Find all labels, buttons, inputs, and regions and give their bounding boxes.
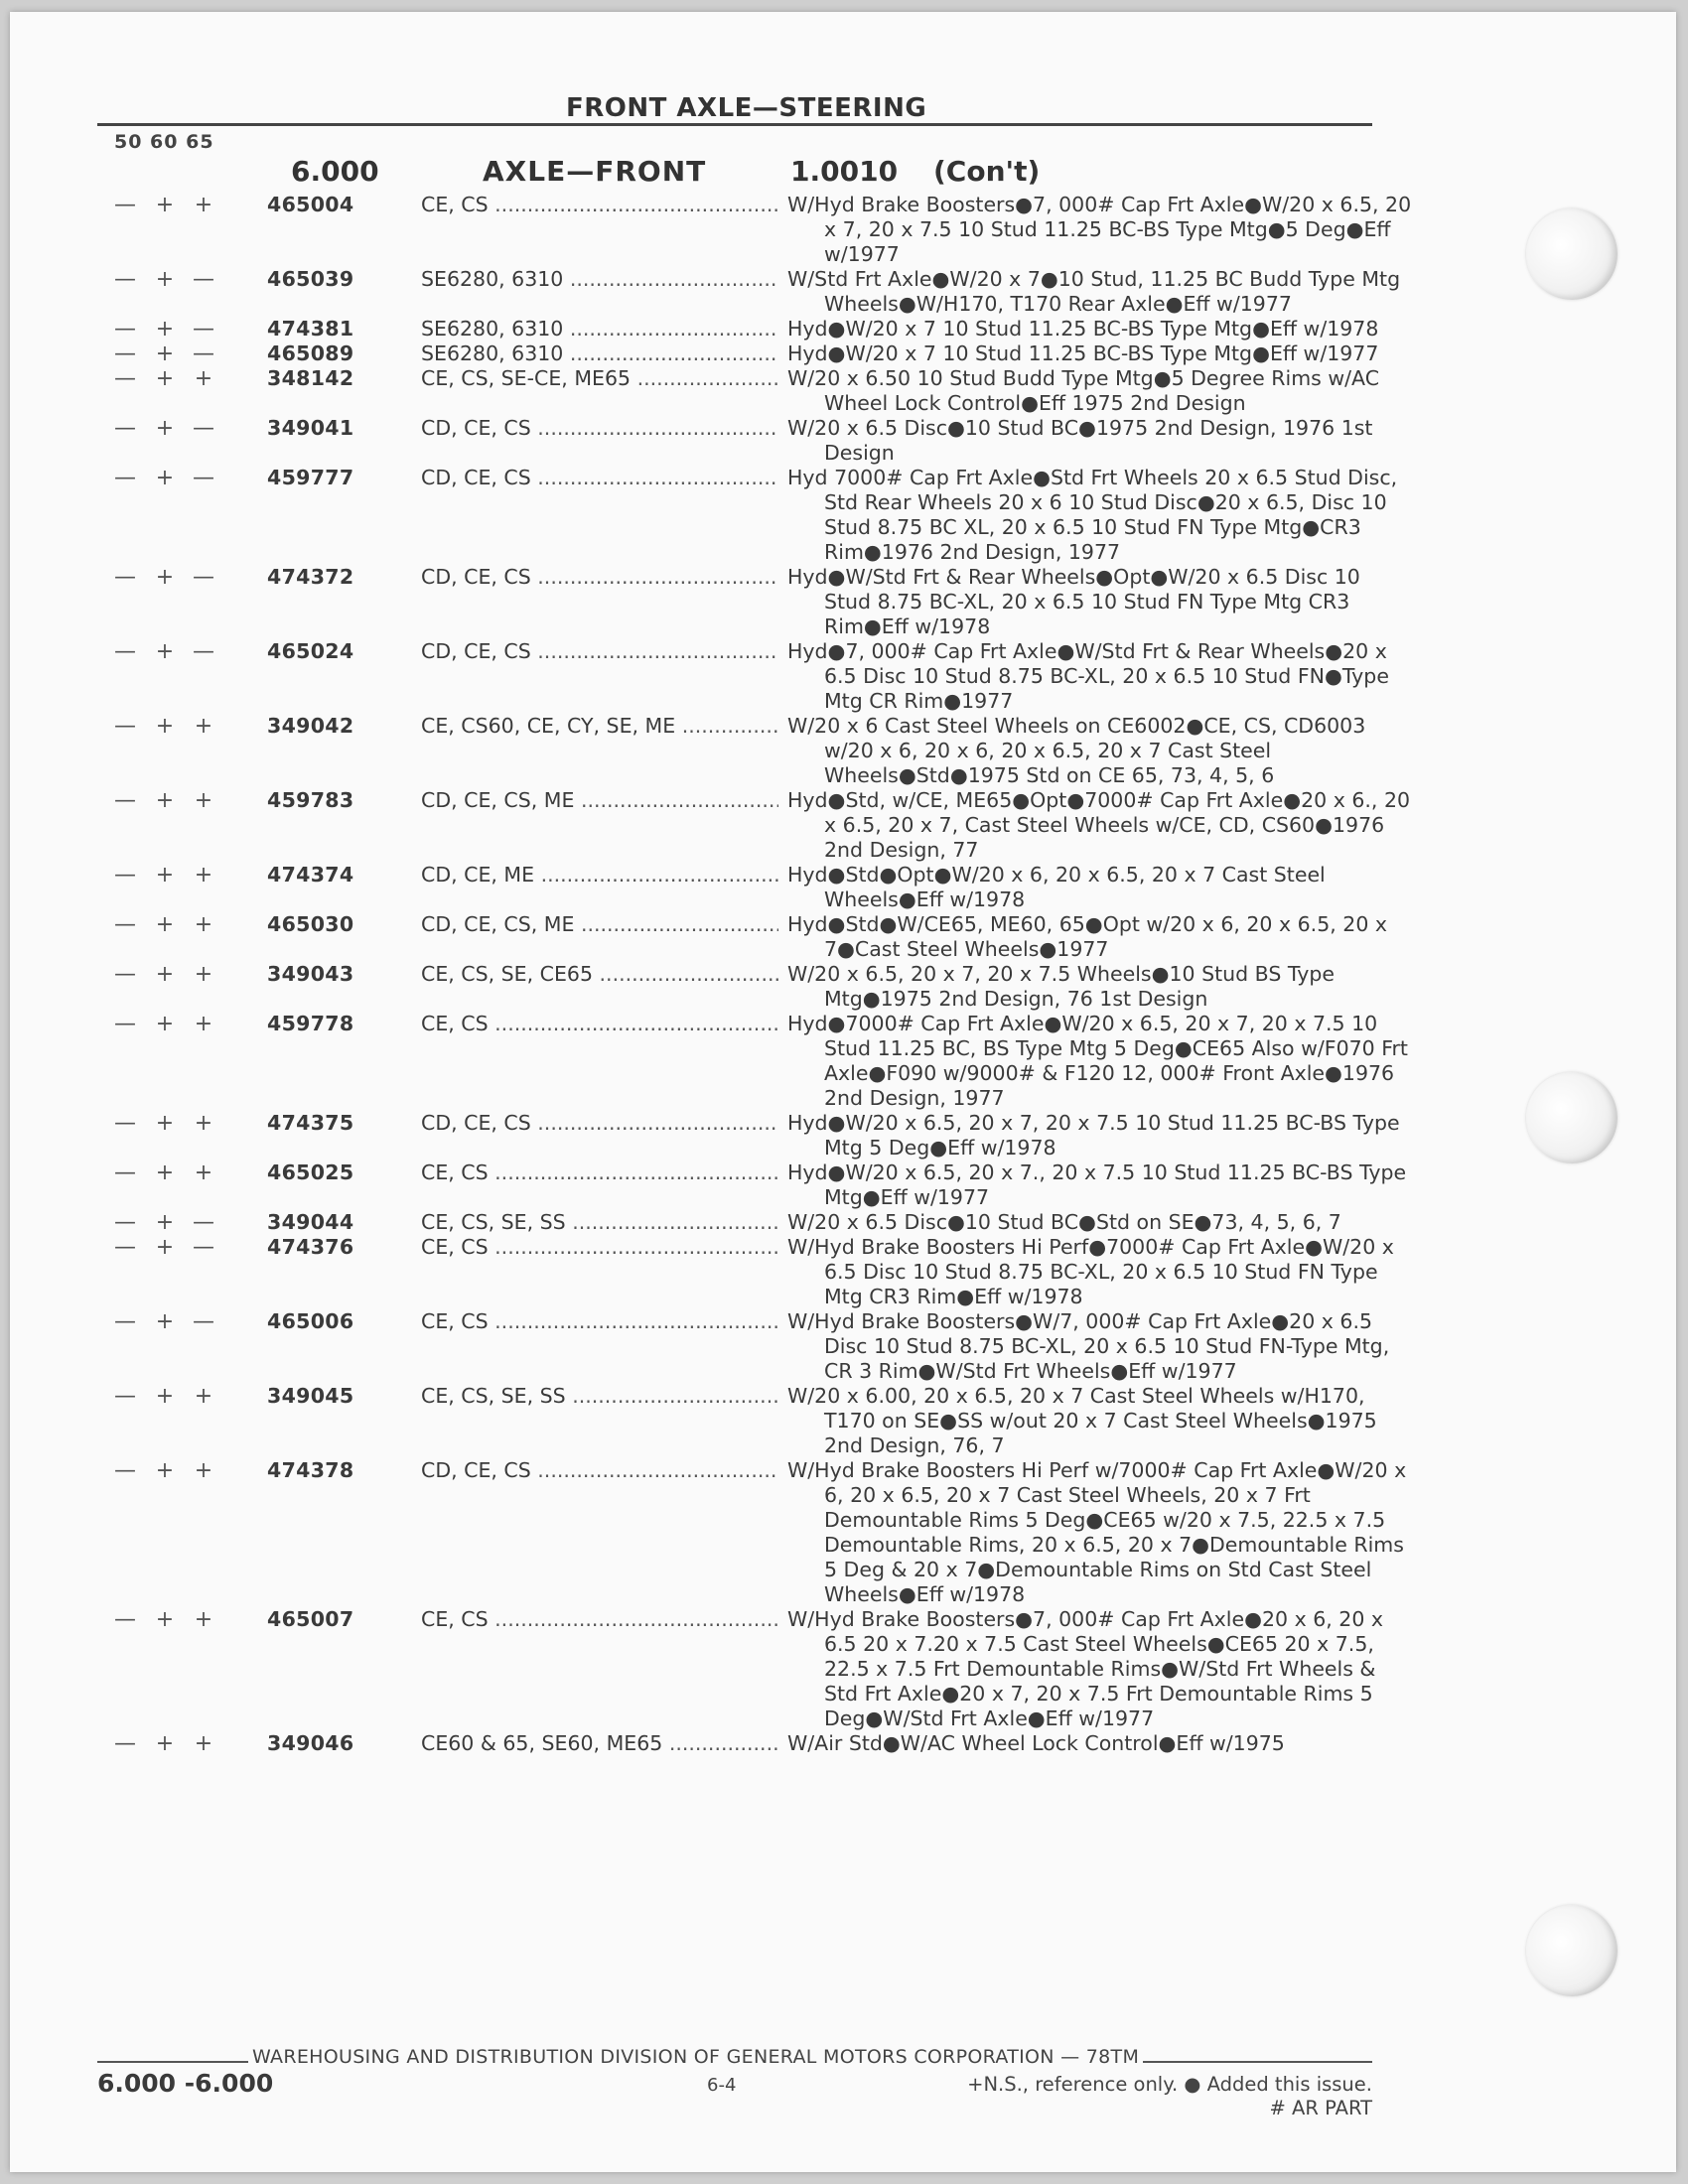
part-row [10,1384,1676,1458]
model-65-flag: — [193,1309,214,1334]
model-50-flag: — [114,1012,136,1036]
model-50-flag: — [114,193,136,217]
part-description: W/20 x 6.5 Disc●10 Stud BC●1975 2nd Design, 1976 1st Design [787,416,1373,465]
model-list: CD, CE, CS ..... [421,1111,778,1136]
model-60-flag: + [155,1210,175,1235]
model-50-flag: — [114,639,136,664]
model-list: CE, CS, SE-CE, ME65 ..... [421,366,778,391]
part-row [10,788,1676,863]
section-number: 6.000 [291,155,379,188]
model-list: CE, CS ..... [421,1160,778,1185]
part-number: 465006 [267,1309,354,1333]
part-number: 465030 [267,912,354,936]
model-list: CE, CS, SE, SS ..... [421,1384,778,1409]
part-description: W/Std Frt Axle●W/20 x 7●10 Stud, 11.25 BC Budd Type Mtg Wheels●W/H170, T170 Rear Axle●Eff w/1977 [787,267,1401,316]
model-50-flag: — [114,466,136,490]
model-65-flag: — [193,416,214,441]
part-row [10,639,1676,714]
part-number: 349043 [267,962,354,986]
model-50-flag: — [114,1160,136,1185]
part-description: W/Air Std●W/AC Wheel Lock Control●Eff w/1975 [787,1731,1285,1755]
model-list: CD, CE, ME ..... [421,863,778,887]
model-65-flag: — [193,1210,214,1235]
part-row [10,416,1676,466]
model-65-flag: — [193,317,214,341]
model-65-flag: + [194,1160,213,1185]
part-row [10,267,1676,317]
model-60-flag: + [155,863,175,887]
model-50-flag: — [114,788,136,813]
model-65-flag: + [194,1731,213,1756]
part-number: 459778 [267,1012,354,1035]
part-description: W/20 x 6.5 Disc●10 Stud BC●Std on SE●73, 4, 5, 6, 7 [787,1210,1341,1234]
part-row [10,1607,1676,1731]
model-50-flag: — [114,416,136,441]
part-number: 465007 [267,1607,354,1631]
model-65-flag: + [194,366,213,391]
part-description: Hyd●Std, w/CE, ME65●Opt●7000# Cap Frt Axle●20 x 6., 20 x 6.5, 20 x 7, Cast Steel Wheels w/CE, CD, CS60●1976 2nd Design, 77 [787,788,1411,862]
part-row [10,1309,1676,1384]
part-description: Hyd●Std●Opt●W/20 x 6, 20 x 6.5, 20 x 7 Cast Steel Wheels●Eff w/1978 [787,863,1326,911]
model-60-flag: + [155,341,175,366]
model-65-flag: + [194,1012,213,1036]
group-number: 1.0010 [790,155,899,188]
part-row [10,1235,1676,1309]
part-number: 348142 [267,366,354,390]
model-50-flag: — [114,1111,136,1136]
part-row [10,317,1676,341]
model-list: CE, CS ..... [421,1012,778,1036]
model-50-flag: — [114,366,136,391]
model-50-flag: — [114,317,136,341]
legend-line-1: +N.S., reference only. ● Added this issue. [967,2073,1372,2096]
model-60-flag: + [155,1731,175,1756]
model-50-flag: — [114,714,136,739]
model-65-flag: + [194,863,213,887]
model-list: CE, CS ..... [421,1309,778,1334]
model-list: CD, CE, CS ..... [421,1458,778,1483]
part-row [10,193,1676,267]
model-65-flag: + [194,788,213,813]
part-row [10,1160,1676,1210]
part-description: W/Hyd Brake Boosters Hi Perf●7000# Cap Frt Axle●W/20 x 6.5 Disc 10 Stud 8.75 BC-XL, 20 x 6.5 10 Stud FN Type Mtg CR3 Rim●Eff w/1978 [787,1235,1394,1308]
part-description: W/20 x 6.00, 20 x 6.5, 20 x 7 Cast Steel Wheels w/H170, T170 on SE●SS w/out 20 x 7 Cast Steel Wheels●1975 2nd Design, 76, 7 [787,1384,1377,1457]
model-list: CE, CS ..... [421,193,778,217]
part-row [10,1012,1676,1111]
part-description: W/20 x 6.5, 20 x 7, 20 x 7.5 Wheels●10 Stud BS Type Mtg●1975 2nd Design, 76 1st Design [787,962,1335,1011]
part-number: 349042 [267,714,354,738]
part-number: 349044 [267,1210,354,1234]
part-row [10,341,1676,366]
model-60-flag: + [155,962,175,987]
model-list: CD, CE, CS ..... [421,565,778,590]
model-50-flag: — [114,962,136,987]
model-50-flag: — [114,912,136,937]
part-number: 349046 [267,1731,354,1755]
model-60-flag: + [155,466,175,490]
part-description: Hyd●W/20 x 6.5, 20 x 7, 20 x 7.5 10 Stud 11.25 BC-BS Type Mtg 5 Deg●Eff w/1978 [787,1111,1400,1160]
model-50-flag: — [114,1235,136,1260]
model-60-flag: + [155,267,175,292]
part-number: 349041 [267,416,354,440]
model-50-flag: — [114,863,136,887]
part-description: Hyd●W/20 x 7 10 Stud 11.25 BC-BS Type Mtg●Eff w/1977 [787,341,1379,365]
model-list: CD, CE, CS, ME ..... [421,788,778,813]
model-65-flag: + [194,912,213,937]
model-60-flag: + [155,912,175,937]
model-65-flag: + [194,962,213,987]
model-list: SE6280, 6310 ..... [421,341,778,366]
legend-line-2: # AR PART [1269,2097,1372,2119]
part-description: W/Hyd Brake Boosters Hi Perf w/7000# Cap Frt Axle●W/20 x 6, 20 x 6.5, 20 x 7 Cast Steel Wheels, 20 x 7 Frt Demountable Rims 5 Deg●CE65 w/20 x 7.5, 22.5 x 7.5 Demountable Rims, 20 x 6.5, 20 x 7●Demountable Rims 5 Deg & 20 x 7●Demountable Rims on Std Cast Steel Wheels●Eff w/1978 [787,1458,1407,1606]
model-60-flag: + [155,1309,175,1334]
page-range: 6.000 -6.000 [97,2069,274,2098]
model-50-flag: — [114,1210,136,1235]
model-list: CD, CE, CS ..... [421,466,778,490]
model-list: CD, CE, CS, ME ..... [421,912,778,937]
model-60-flag: + [155,416,175,441]
part-number: 459783 [267,788,354,812]
part-description: Hyd 7000# Cap Frt Axle●Std Frt Wheels 20 x 6.5 Stud Disc, Std Rear Wheels 20 x 6 10 Stud Disc●20 x 6.5, Disc 10 Stud 8.75 BC XL, 20 x 6.5 10 Stud FN Type Mtg●CR3 Rim●1976 2nd Design, 1977 [787,466,1398,564]
model-60-flag: + [155,788,175,813]
part-description: Hyd●Std●W/CE65, ME60, 65●Opt w/20 x 6, 20 x 6.5, 20 x 7●Cast Steel Wheels●1977 [787,912,1388,961]
model-60-flag: + [155,1012,175,1036]
model-60-flag: + [155,714,175,739]
header-rule [97,123,1372,126]
model-65-flag: — [193,565,214,590]
model-65-flag: + [194,1607,213,1632]
page-number: 6-4 [707,2075,737,2096]
part-row [10,1458,1676,1607]
part-number: 474375 [267,1111,354,1135]
model-list: CE, CS, SE, SS ..... [421,1210,778,1235]
part-row [10,912,1676,962]
model-list: CD, CE, CS ..... [421,639,778,664]
part-row [10,863,1676,912]
model-65-flag: — [193,267,214,292]
model-60-flag: + [155,1235,175,1260]
part-number: 474372 [267,565,354,589]
model-list: CE60 & 65, SE60, ME65 ..... [421,1731,778,1756]
model-65-flag: — [193,341,214,366]
model-50-flag: — [114,1731,136,1756]
part-description: Hyd●W/20 x 6.5, 20 x 7., 20 x 7.5 10 Stud 11.25 BC-BS Type Mtg●Eff w/1977 [787,1160,1407,1209]
model-list: SE6280, 6310 ..... [421,267,778,292]
model-50-flag: — [114,1458,136,1483]
part-number: 474381 [267,317,354,341]
model-60-flag: + [155,1607,175,1632]
model-list: CE, CS ..... [421,1235,778,1260]
section-name: AXLE—FRONT [483,155,707,188]
model-65-flag: — [193,466,214,490]
catalog-page [10,12,1676,2172]
model-65-flag: + [194,1458,213,1483]
part-description: W/20 x 6 Cast Steel Wheels on CE6002●CE, CS, CD6003 w/20 x 6, 20 x 6, 20 x 6.5, 20 x 7 Cast Steel Wheels●Std●1975 Std on CE 65, 73, 4, 5, 6 [787,714,1366,787]
model-65-flag: + [194,193,213,217]
part-row [10,466,1676,565]
model-list: CD, CE, CS ..... [421,416,778,441]
part-description: Hyd●W/Std Frt & Rear Wheels●Opt●W/20 x 6.5 Disc 10 Stud 8.75 BC-XL, 20 x 6.5 10 Stud FN Type Mtg CR3 Rim●Eff w/1978 [787,565,1360,638]
part-row [10,714,1676,788]
part-row [10,1210,1676,1235]
part-description: W/20 x 6.50 10 Stud Budd Type Mtg●5 Degree Rims w/AC Wheel Lock Control●Eff 1975 2nd Design [787,366,1380,415]
binder-hole-bottom [1526,1905,1618,1996]
part-description: Hyd●W/20 x 7 10 Stud 11.25 BC-BS Type Mtg●Eff w/1978 [787,317,1379,341]
model-60-flag: + [155,1384,175,1409]
part-number: 465024 [267,639,354,663]
model-60-flag: + [155,366,175,391]
part-description: Hyd●7, 000# Cap Frt Axle●W/Std Frt & Rear Wheels●20 x 6.5 Disc 10 Stud 8.75 BC-XL, 20 x 6.5 10 Stud FN●Type Mtg CR Rim●1977 [787,639,1389,713]
model-60-flag: + [155,1458,175,1483]
part-number: 465004 [267,193,354,216]
model-50-flag: — [114,1309,136,1334]
parts-list [10,193,1676,1756]
part-row [10,1111,1676,1160]
column-headers: 50 60 65 [114,131,214,153]
model-50-flag: — [114,267,136,292]
part-description: Hyd●7000# Cap Frt Axle●W/20 x 6.5, 20 x 7, 20 x 7.5 10 Stud 11.25 BC, BS Type Mtg 5 Deg●CE65 Also w/F070 Frt Axle●F090 w/9000# & F120 12, 000# Front Axle●1976 2nd Design, 1977 [787,1012,1408,1110]
model-60-flag: + [155,565,175,590]
part-number: 474378 [267,1458,354,1482]
model-60-flag: + [155,1111,175,1136]
model-60-flag: + [155,317,175,341]
footer-publisher: WAREHOUSING AND DISTRIBUTION DIVISION OF GENERAL MOTORS CORPORATION — 78TM [248,2046,1143,2068]
model-65-flag: + [194,1384,213,1409]
legend [967,2073,1372,2120]
model-list: CE, CS60, CE, CY, SE, ME ..... [421,714,778,739]
part-number: 459777 [267,466,354,489]
model-list: CE, CS, SE, CE65 ..... [421,962,778,987]
model-50-flag: — [114,341,136,366]
model-50-flag: — [114,1384,136,1409]
model-65-flag: + [194,714,213,739]
part-row [10,366,1676,416]
model-65-flag: — [193,639,214,664]
model-60-flag: + [155,1160,175,1185]
part-description: W/Hyd Brake Boosters●W/7, 000# Cap Frt Axle●20 x 6.5 Disc 10 Stud 8.75 BC-XL, 20 x 6.5 10 Stud FN-Type Mtg, CR 3 Rim●W/Std Frt Wheels●Eff w/1977 [787,1309,1390,1383]
model-65-flag: + [194,1111,213,1136]
part-number: 349045 [267,1384,354,1408]
part-row [10,1731,1676,1756]
part-row [10,565,1676,639]
part-description: W/Hyd Brake Boosters●7, 000# Cap Frt Axle●20 x 6, 20 x 6.5 20 x 7.20 x 7.5 Cast Steel Wheels●CE65 20 x 7.5, 22.5 x 7.5 Frt Demountable Rims●W/Std Frt Wheels & Std Frt Axle●20 x 7, 20 x 7.5 Frt Demountable Rims 5 Deg●W/Std Frt Axle●Eff w/1977 [787,1607,1384,1730]
part-description: W/Hyd Brake Boosters●7, 000# Cap Frt Axle●W/20 x 6.5, 20 x 7, 20 x 7.5 10 Stud 11.25 BC-BS Type Mtg●5 Deg●Eff w/1977 [787,193,1412,266]
model-60-flag: + [155,639,175,664]
model-50-flag: — [114,565,136,590]
model-65-flag: — [193,1235,214,1260]
part-number: 465025 [267,1160,354,1184]
model-50-flag: — [114,1607,136,1632]
part-number: 474376 [267,1235,354,1259]
page-title: FRONT AXLE—STEERING [566,93,927,123]
model-60-flag: + [155,193,175,217]
part-number: 465089 [267,341,354,365]
part-number: 465039 [267,267,354,291]
part-row [10,962,1676,1012]
model-list: CE, CS ..... [421,1607,778,1632]
part-number: 474374 [267,863,354,887]
continued-label: (Con't) [933,155,1041,188]
model-list: SE6280, 6310 ..... [421,317,778,341]
